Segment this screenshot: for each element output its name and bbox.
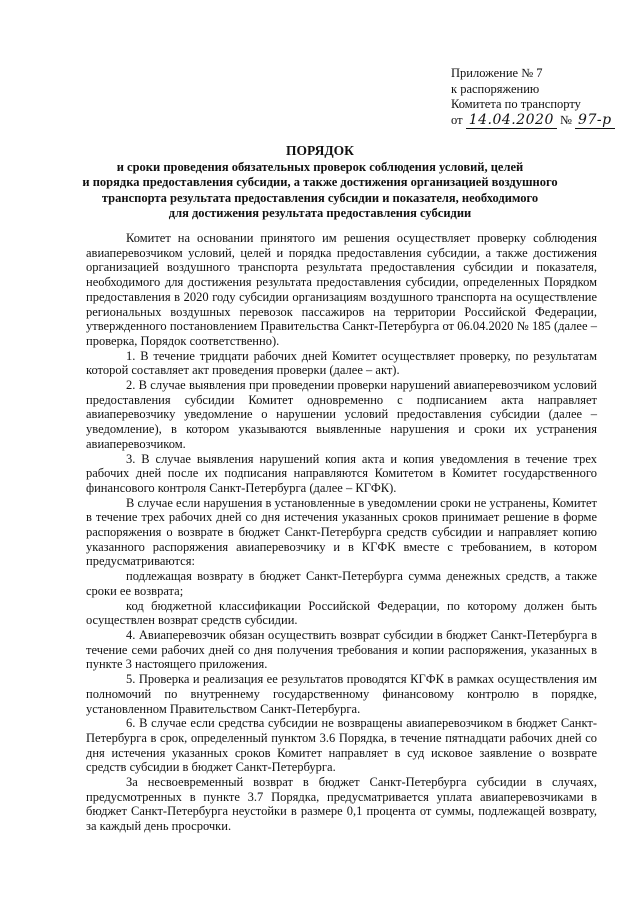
paragraph-2: 2. В случае выявления при проведении проверки нарушений авиаперевозчиком условий предоставления субсидии Комитет одновременно с подписанием акта направляет авиаперевозчику уведомление о нарушении условий предоставления субсидии (далее – уведомление), в котором указываются выявленные нарушения и сроки их устранения авиаперевозчиком. <box>86 378 597 451</box>
paragraph-6-penalty: За несвоевременный возврат в бюджет Санкт-Петербурга субсидии в случаях, предусмотренных в пункте 3.7 Порядка, предусматривается уплата авиаперевозчиками в бюджет Санкт-Петербурга неустойки в размере 0,1 процента от суммы, подлежащей возврату, за каждый день просрочки. <box>86 775 597 834</box>
paragraph-4: 4. Авиаперевозчик обязан осуществить возврат субсидии в бюджет Санкт-Петербурга в течение семи рабочих дней со дня получения требования и копии распоряжения, указанных в пункте 3 настоящего приложения. <box>86 627 597 672</box>
number-prefix: № <box>559 112 572 127</box>
annex-block <box>451 66 615 128</box>
paragraph-5: 5. Проверка и реализация ее результатов проводятся КГФК в рамках осуществления им полномочий по внутреннему государственному финансовому контролю в порядке, установленном Правительством Санкт-Петербурга. <box>86 672 597 716</box>
title-line-2: и порядка предоставления субсидии, а также достижения организацией воздушного <box>82 175 558 189</box>
document-title <box>40 143 600 222</box>
paragraph-3-amount: подлежащая возврату в бюджет Санкт-Петербурга сумма денежных средств, а также сроки ее возврата; <box>86 569 597 598</box>
date-prefix: от <box>451 112 463 127</box>
title-main: ПОРЯДОК <box>286 143 354 158</box>
annex-date-line <box>451 113 615 129</box>
title-line-4: для достижения результата предоставления субсидии <box>168 206 472 220</box>
annex-committee: Комитета по транспорту <box>451 97 581 111</box>
paragraph-6: 6. В случае если средства субсидии не возвращены авиаперевозчиком в бюджет Санкт-Петербурга в срок, определенный пунктом 3.6 Порядка, в течение пятнадцати рабочих дней со дня истечения указанных сроков Комитет направляет в суд исковое заявление о возврате средств субсидии в бюджет Санкт-Петербурга. <box>86 716 597 775</box>
paragraph-3-code: код бюджетной классификации Российской Федерации, по которому должен быть осуществлен возврат средств субсидии. <box>86 598 597 628</box>
paragraph-3-return: В случае если нарушения в установленные в уведомлении сроки не устранены, Комитет в течение трех рабочих дней со дня истечения указанных сроков принимает решение в форме распоряжения о возврате в бюджет Санкт-Петербурга средств субсидии и направляет копию указанного распоряжения авиаперевозчику и в КГФК вместе с требованием, в котором предусматриваются: <box>86 495 598 569</box>
paragraph-1: 1. В течение тридцати рабочих дней Комитет осуществляет проверку, по результатам которой составляет акт проведения проверки (далее – акт). <box>86 348 597 378</box>
handwritten-number: 97-р <box>575 112 615 129</box>
paragraph-intro: Комитет на основании принятого им решения осуществляет проверку соблюдения авиаперевозчиком условий, целей и порядка предоставления субсидии, а также достижения организацией воздушного транспорта результата предоставления субсидии и показателя, необходимого для достижения результата предоставления субсидии, определенных Порядком предоставления в 2020 году субсидии организациям воздушного транспорта на осуществление региональных воздушных перевозок пассажиров на территории Российской Федерации, утвержденного постановлением Правительства Санкт-Петербурга от 06.04.2020 № 185 (далее – проверка, Порядок соответственно). <box>86 231 597 348</box>
title-line-1: и сроки проведения обязательных проверок соблюдения условий, целей <box>116 159 524 174</box>
annex-order-ref: к распоряжению <box>451 81 540 96</box>
paragraph-3: 3. В случае выявления нарушений копия акта и копия уведомления в течение трех рабочих дней после их подписания направляются Комитетом в Комитет государственного финансового контроля Санкт-Петербурга (далее – КГФК). <box>86 451 597 495</box>
annex-title: Приложение № 7 <box>451 66 543 80</box>
handwritten-date: 14.04.2020 <box>466 112 557 129</box>
title-line-3: транспорта результата предоставления субсидии и показателя, необходимого <box>101 190 539 205</box>
document-body <box>86 231 597 834</box>
